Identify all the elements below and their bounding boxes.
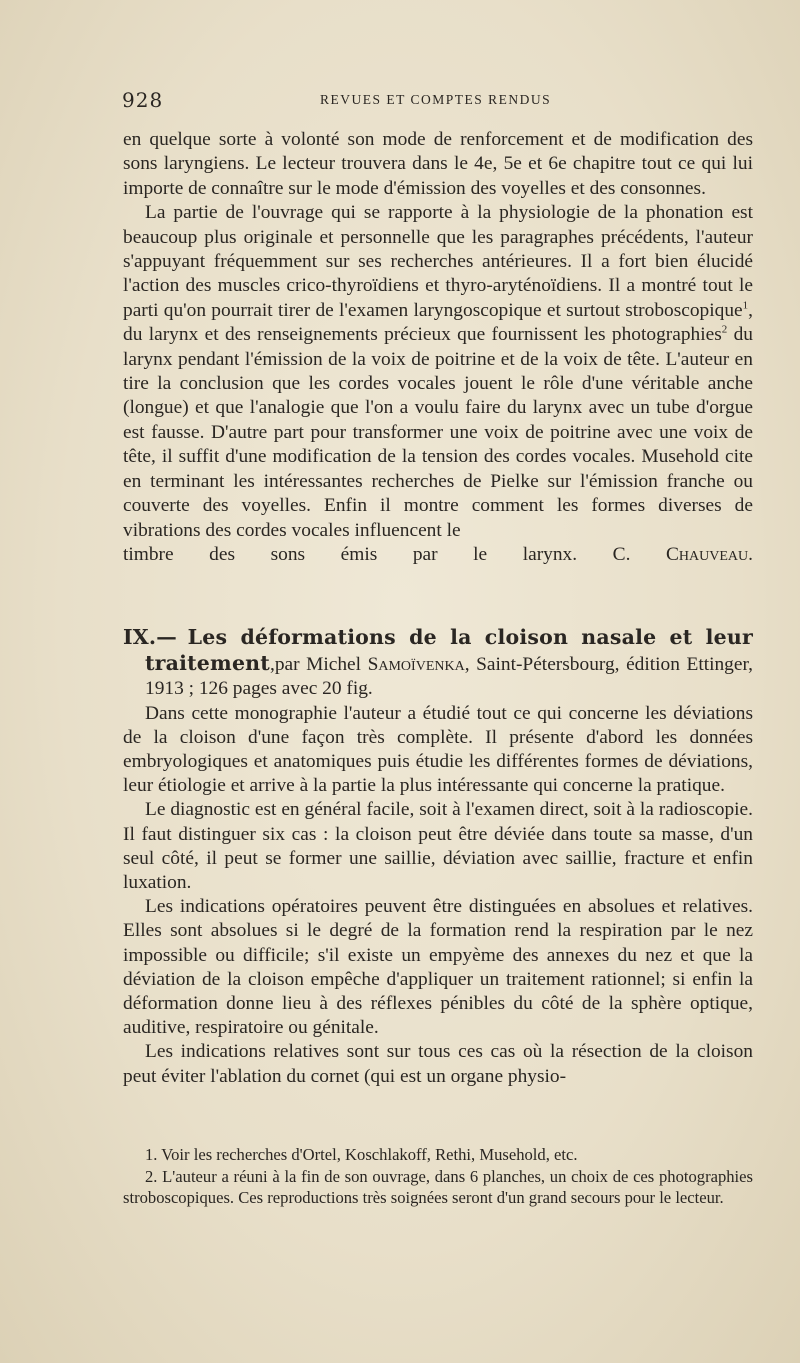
page-header (122, 88, 742, 110)
review-samoivenka (123, 625, 753, 1089)
publication-info: , Saint-Pétersbourg, édition Ettinger, 1913 ; 126 pages avec 20 fig. (145, 654, 754, 700)
footnotes (123, 1144, 753, 1209)
paragraph: Dans cette monographie l'auteur a étudié tout ce qui concerne les déviations de la cloison d'une façon très complète. Il présente d'abord les données embryologiques et anatomiques puis étudie les différentes formes de déviations, leur étiologie et arrive à la partie la plus intéressante qui concerne la pratique. (123, 702, 753, 797)
closing-line: timbre des sons émis par le larynx. C. Chauveau. (123, 543, 753, 565)
review-heading: IX.— Les déformations de la cloison nasale et leur traitement,par Michel Samoïvenka, Saint-Pétersbourg, édition Ettinger, 1913 ; 126 pages avec 20 fig. (123, 625, 754, 700)
page-number: 928 (122, 88, 164, 112)
review-author: Samoïvenka (367, 654, 465, 676)
footnote-ref: 2 (721, 323, 728, 336)
paragraph: La partie de l'ouvrage qui se rapporte à la physiologie de la phonation est beaucoup plus originale et personnelle que les paragraphes précédents, l'auteur s'appuyant fréquemment sur ses recherches antérieures. Il a fort bien élucidé l'action des muscles crico-thyroïdiens et thyro-aryténoïdiens. Il a montré tout le parti qu'on pourrait tirer de l'examen laryngoscopique et surtout stroboscopique$^1$, du larynx et des renseignements précieux que fournissent les photographies$^2$ du larynx pendant l'émission de la voix de poitrine et de la voix de tête. L'auteur en tire la conclusion que les cordes vocales jouent le rôle d'une véritable anche (longue) et que l'analogie que l'on a voulu faire du larynx avec un tube d'orgue est fausse. D'autre part pour transformer une voix de poitrine avec une voix de tête, il suffit d'une modification de la tension des cordes vocales. Musehold cite en terminant les intéressantes recherches de Pielke sur l'émission franche ou couverte des voyelles. Enfin il montre comment les formes diverses de vibrations des cordes vocales influencent le (123, 202, 753, 541)
running-title: REVUES ET COMPTES RENDUS (320, 92, 552, 107)
author-signature: C. Chauveau. (612, 543, 753, 565)
paragraph: Les indications opératoires peuvent être distinguées en absolues et relatives. Elles sont absolues si le degré de la formation rend la respiration par le nez impossible ou difficile; s'il existe un empyème des annexes du nez et que la déviation de la cloison empêche d'appliquer un traitement rationnel; si enfin la déformation donne lieu à des réflexes pénibles du côté de la sphère optique, auditive, respiratoire ou génitale. (123, 896, 753, 1039)
paragraph: Le diagnostic est en général facile, soit à l'examen direct, soit à la radioscopie. Il faut distinguer six cas : la cloison peut être déviée dans toute sa masse, d'un seul côté, il peut se former une saillie, déviation avec saillie, fracture et enfin luxation. (123, 799, 753, 894)
review-number: IX.— (123, 625, 177, 649)
footnote: 2. L'auteur a réuni à la fin de son ouvrage, dans 6 planches, un choix de ces photographies stroboscopiques. Ces reproductions très soignées seront d'un grand secours pour le lecteur. (123, 1166, 753, 1207)
paragraph: en quelque sorte à volonté son mode de renforcement et de modification des sons laryngiens. Le lecteur trouvera dans le 4e, 5e et 6e chapitre tout ce qui lui importe de connaître sur le mode d'émission des voyelles et des consonnes. (123, 129, 753, 199)
footnote-ref: 1 (742, 299, 749, 312)
paragraph: Les indications relatives sont sur tous ces cas où la résection de la cloison peut éviter l'ablation du cornet (qui est un organe physio- (123, 1041, 753, 1087)
review-title: Les déformations de la cloison nasale et leur traitement (145, 625, 753, 676)
footnote: 1. Voir les recherches d'Ortel, Koschlakoff, Rethi, Musehold, etc. (145, 1145, 578, 1164)
review-chauveau (123, 128, 753, 567)
